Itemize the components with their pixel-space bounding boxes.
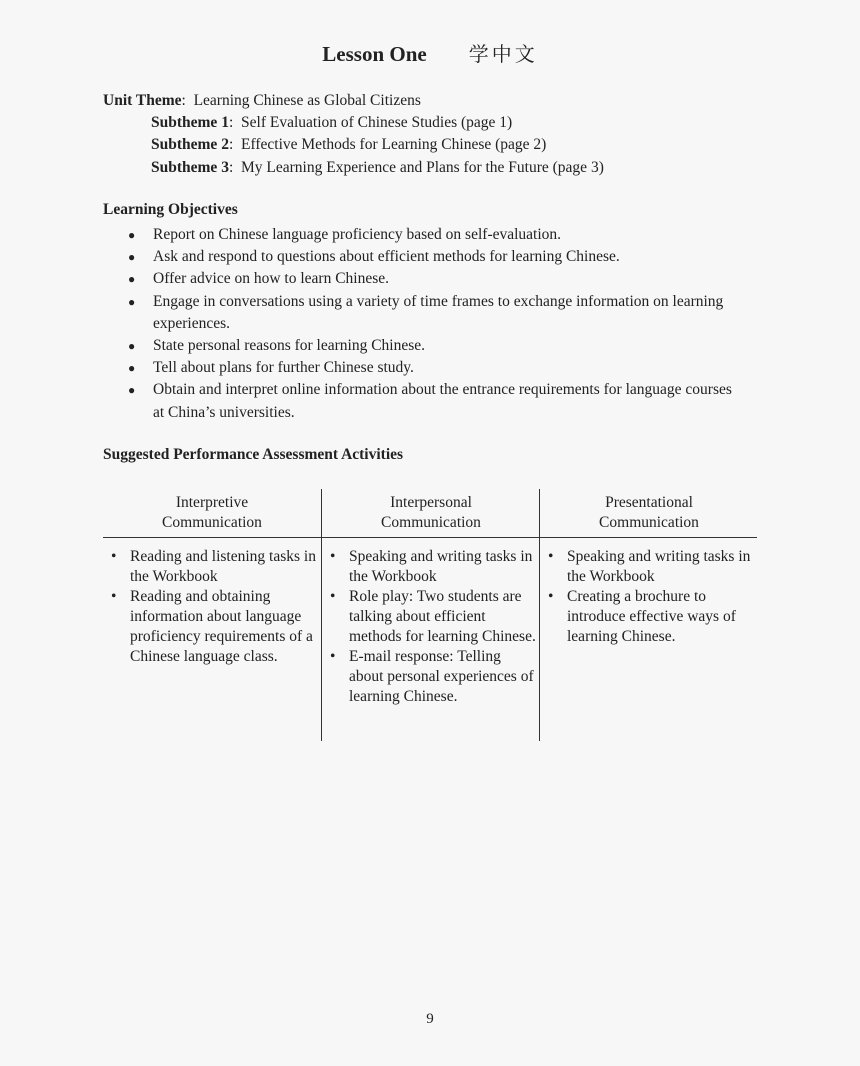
assessment-heading: Suggested Performance Assessment Activities bbox=[103, 446, 404, 463]
bullet-icon: ● bbox=[128, 228, 136, 242]
list-item bbox=[103, 379, 743, 423]
subtheme-2: Subtheme 2: Effective Methods for Learning Chinese (page 2) bbox=[151, 136, 547, 154]
list-item bbox=[540, 587, 758, 647]
unit-theme-label: Unit Theme bbox=[103, 92, 182, 109]
column-header-line: Presentational bbox=[605, 494, 693, 511]
activity-text: Creating a brochure to introduce effective ways of learning Chinese. bbox=[567, 588, 736, 645]
column-presentational bbox=[539, 489, 758, 741]
column-interpretive bbox=[103, 489, 321, 741]
subtheme-text: Self Evaluation of Chinese Studies (page 1) bbox=[241, 114, 513, 132]
subtheme-1: Subtheme 1: Self Evaluation of Chinese Studies (page 1) bbox=[151, 114, 513, 132]
column-header bbox=[540, 489, 758, 537]
bullet-icon: ● bbox=[128, 339, 136, 354]
objective-text: Engage in conversations using a variety of time frames to exchange information on learning experiences. bbox=[153, 292, 724, 332]
activity-text: E-mail response: Telling about personal experiences of learning Chinese. bbox=[349, 648, 534, 705]
column-header bbox=[322, 489, 540, 537]
column-header-line: Communication bbox=[381, 514, 481, 531]
unit-theme-text: Learning Chinese as Global Citizens bbox=[193, 92, 421, 109]
subtheme-label: Subtheme 2 bbox=[151, 136, 229, 154]
list-item bbox=[103, 587, 321, 667]
column-header-line: Communication bbox=[162, 514, 262, 531]
list-item bbox=[103, 224, 743, 246]
bullet-icon: • bbox=[330, 648, 336, 665]
unit-theme-block bbox=[103, 90, 604, 179]
column-header-line: Interpersonal bbox=[390, 494, 472, 511]
subtheme-3: Subtheme 3: My Learning Experience and Plans for the Future (page 3) bbox=[151, 158, 604, 176]
list-item bbox=[322, 547, 540, 587]
lesson-title: Lesson One bbox=[322, 42, 427, 66]
column-items bbox=[322, 537, 540, 707]
column-header bbox=[103, 489, 321, 537]
objective-text: Tell about plans for further Chinese study. bbox=[153, 359, 414, 377]
unit-theme: Unit Theme: Learning Chinese as Global Citizens bbox=[103, 92, 421, 109]
bullet-icon: • bbox=[111, 588, 117, 605]
activity-text: Reading and listening tasks in the Workbook bbox=[130, 548, 316, 585]
column-items bbox=[103, 537, 321, 667]
activity-text: Role play: Two students are talking about efficient methods for learning Chinese. bbox=[349, 588, 536, 645]
objectives-heading: Learning Objectives bbox=[103, 201, 238, 218]
bullet-icon: • bbox=[330, 548, 336, 565]
activity-text: Speaking and writing tasks in the Workbook bbox=[567, 548, 751, 585]
lesson-title-chinese: 学中文 bbox=[468, 44, 538, 66]
bullet-icon: • bbox=[111, 548, 117, 565]
column-header-line: Interpretive bbox=[175, 494, 249, 511]
assessment-table bbox=[103, 489, 757, 741]
list-item bbox=[103, 246, 743, 268]
subtheme-text: My Learning Experience and Plans for the Future (page 3) bbox=[241, 158, 604, 176]
bullet-icon: • bbox=[548, 548, 554, 565]
column-header-line: Communication bbox=[599, 514, 699, 531]
bullet-icon: ● bbox=[128, 272, 136, 287]
bullet-icon: ● bbox=[128, 294, 136, 309]
activity-text: Speaking and writing tasks in the Workbook bbox=[349, 548, 533, 585]
list-item bbox=[103, 291, 743, 335]
table-header-rule bbox=[103, 537, 757, 538]
list-item bbox=[540, 547, 758, 587]
column-interpersonal bbox=[321, 489, 540, 741]
list-item bbox=[103, 335, 743, 357]
bullet-icon: • bbox=[548, 588, 554, 605]
objective-text: Obtain and interpret online information about the entrance requirements for language courses at China’s universities. bbox=[153, 381, 732, 421]
column-items bbox=[540, 537, 758, 647]
list-item bbox=[103, 268, 743, 290]
list-item bbox=[322, 647, 540, 707]
bullet-icon: ● bbox=[128, 383, 136, 398]
objectives-list bbox=[103, 224, 743, 424]
objective-text: Offer advice on how to learn Chinese. bbox=[153, 270, 390, 288]
list-item bbox=[103, 357, 743, 379]
bullet-icon: ● bbox=[128, 250, 136, 265]
bullet-icon: ● bbox=[128, 361, 136, 376]
subtheme-label: Subtheme 1 bbox=[151, 114, 229, 132]
objective-text: Report on Chinese language proficiency based on self-evaluation. bbox=[153, 226, 562, 243]
activity-text: Reading and obtaining information about language proficiency requirements of a Chinese language class. bbox=[130, 588, 313, 665]
objective-text: State personal reasons for learning Chinese. bbox=[153, 337, 426, 355]
objective-text: Ask and respond to questions about efficient methods for learning Chinese. bbox=[153, 248, 620, 266]
title-row bbox=[0, 38, 860, 67]
subtheme-text: Effective Methods for Learning Chinese (page 2) bbox=[241, 136, 547, 154]
bullet-icon: • bbox=[330, 588, 336, 605]
list-item bbox=[322, 587, 540, 647]
page-number: 9 bbox=[426, 1011, 434, 1027]
subtheme-label: Subtheme 3 bbox=[151, 158, 229, 176]
list-item bbox=[103, 547, 321, 587]
